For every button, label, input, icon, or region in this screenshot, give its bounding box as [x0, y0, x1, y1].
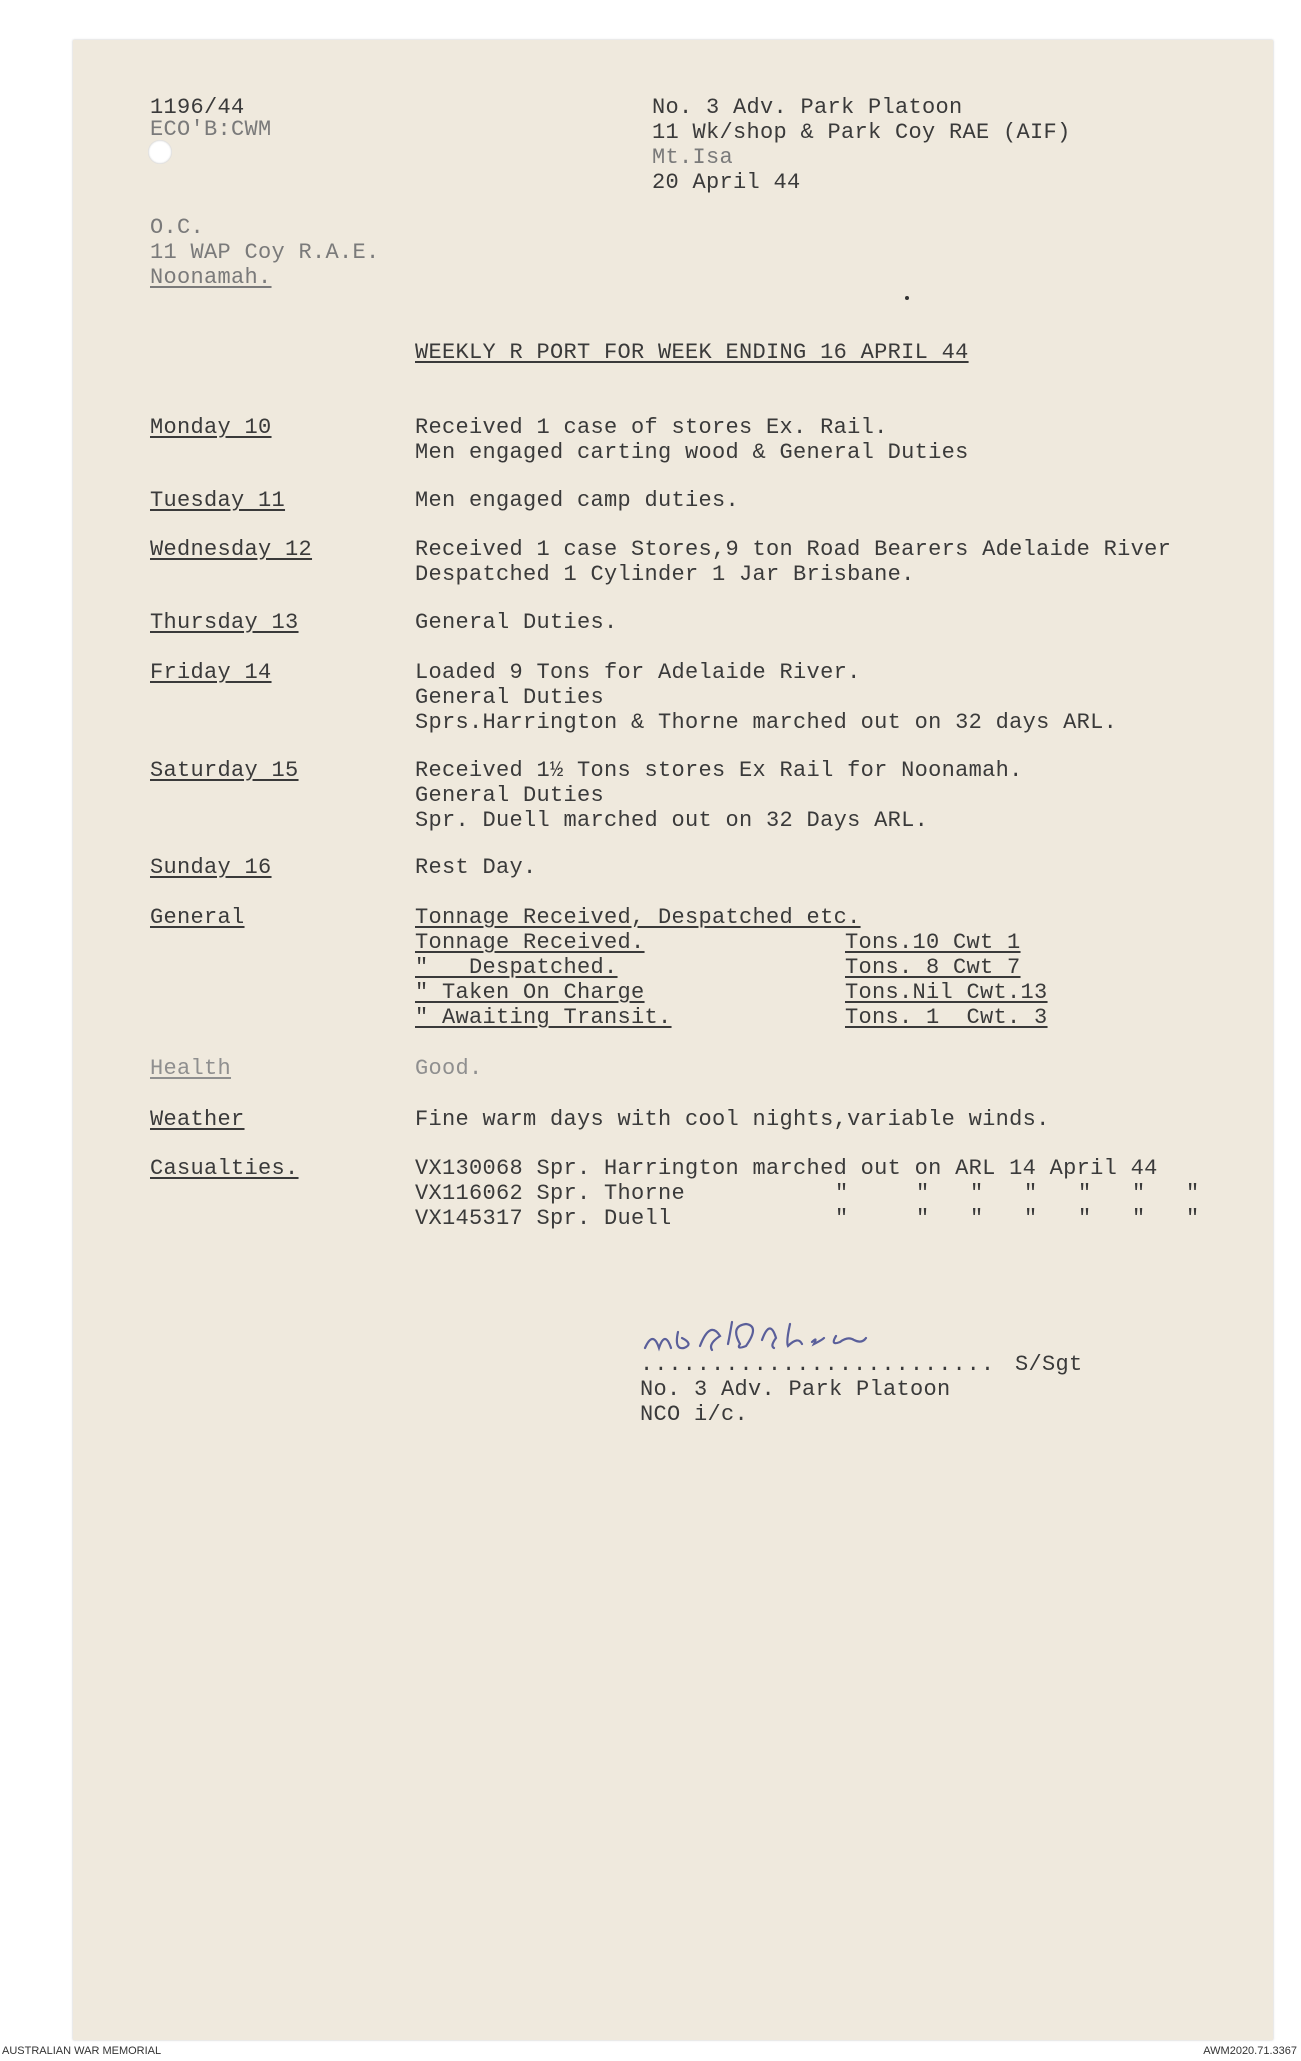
entry-line: Received 1 case of stores Ex. Rail. [415, 415, 888, 440]
ditto-marks: " " " " " " " [835, 1206, 1200, 1231]
day-label-friday: Friday 14 [150, 660, 272, 685]
casualties-ditto-marks [835, 1181, 1200, 1231]
weather-value: Fine warm days with cool nights,variable winds. [415, 1107, 1050, 1132]
punch-hole [148, 140, 172, 164]
ref-number: 1196/44 [150, 95, 245, 120]
day-label-monday: Monday 10 [150, 415, 272, 440]
signatory-role: NCO i/c. [640, 1402, 749, 1427]
tonnage-value: Tons. 8 Cwt 7 [845, 955, 1021, 980]
ink-dot [905, 296, 909, 300]
day-label-sunday: Sunday 16 [150, 855, 272, 880]
entry-line: Spr. Duell marched out on 32 Days ARL. [415, 808, 929, 833]
addressee-block [150, 215, 380, 290]
ref-initials: ECO'B:CWM [150, 117, 272, 142]
tonnage-value: Tons.Nil Cwt.13 [845, 980, 1048, 1005]
entry-line: Despatched 1 Cylinder 1 Jar Brisbane. [415, 562, 915, 587]
day-label-saturday: Saturday 15 [150, 758, 299, 783]
sender-location: Mt.Isa [652, 145, 734, 170]
letter-date: 20 April 44 [652, 170, 801, 195]
tonnage-item: " Taken On Charge [415, 980, 645, 1005]
tonnage-item: " Awaiting Transit. [415, 1005, 672, 1030]
day-label-tuesday: Tuesday 11 [150, 488, 286, 513]
general-heading: Tonnage Received, Despatched etc. [415, 905, 861, 930]
day-entry-friday [415, 660, 1117, 735]
weather-label: Weather [150, 1107, 245, 1132]
casualty-row: VX130068 Spr. Harrington marched out on ARL 14 April 44 [415, 1156, 1158, 1181]
tonnage-values [845, 930, 1048, 1030]
addressee-line-1: O.C. [150, 215, 205, 240]
addressee-line-3: Noonamah. [150, 265, 272, 290]
tonnage-value: Tons. 1 Cwt. 3 [845, 1005, 1048, 1030]
signature-block [640, 1377, 951, 1427]
entry-line: Received 1 case Stores,9 ton Road Bearers Adelaide River [415, 537, 1172, 562]
signature-dots: ......................... [640, 1352, 996, 1377]
tonnage-items [415, 930, 672, 1030]
entry-line: General Duties [415, 685, 605, 710]
day-label-thursday: Thursday 13 [150, 610, 299, 635]
day-entry-monday [415, 415, 969, 465]
tonnage-value: Tons.10 Cwt 1 [845, 930, 1021, 955]
general-label: General [150, 905, 245, 930]
entry-line: Men engaged camp duties. [415, 488, 740, 513]
signatory-unit: No. 3 Adv. Park Platoon [640, 1377, 951, 1402]
sender-block [652, 95, 1071, 195]
entry-line: Received 1½ Tons stores Ex Rail for Noonamah. [415, 758, 1023, 783]
day-entry-sunday [415, 855, 537, 880]
tonnage-item: Tonnage Received. [415, 930, 645, 955]
signatory-rank: S/Sgt [1015, 1352, 1083, 1377]
casualties-label: Casualties. [150, 1156, 299, 1181]
day-entry-saturday [415, 758, 1023, 833]
addressee-line-2: 11 WAP Coy R.A.E. [150, 240, 380, 265]
sender-unit: No. 3 Adv. Park Platoon [652, 95, 963, 120]
archive-credit: AUSTRALIAN WAR MEMORIAL [2, 2045, 162, 2057]
day-label-wednesday: Wednesday 12 [150, 537, 313, 562]
casualty-row: VX116062 Spr. Thorne [415, 1181, 686, 1206]
health-label: Health [150, 1056, 232, 1081]
entry-line: Loaded 9 Tons for Adelaide River. [415, 660, 861, 685]
ditto-marks: " " " " " " " [835, 1181, 1200, 1206]
casualty-row: VX145317 Spr. Duell [415, 1206, 672, 1231]
archive-reference: AWM2020.71.3367 [1203, 2045, 1297, 2057]
entry-line: General Duties. [415, 610, 618, 635]
entry-line: Sprs.Harrington & Thorne marched out on 32 days ARL. [415, 710, 1118, 735]
entry-line: General Duties [415, 783, 605, 808]
sender-company: 11 Wk/shop & Park Coy RAE (AIF) [652, 120, 1071, 145]
health-value: Good. [415, 1056, 483, 1081]
tonnage-item: " Despatched. [415, 955, 618, 980]
entry-line: Rest Day. [415, 855, 537, 880]
day-entry-thursday [415, 610, 618, 635]
entry-line: Men engaged carting wood & General Duties [415, 440, 969, 465]
report-title: WEEKLY R PORT FOR WEEK ENDING 16 APRIL 44 [415, 340, 969, 365]
day-entry-wednesday [415, 537, 1171, 587]
day-entry-tuesday [415, 488, 739, 513]
